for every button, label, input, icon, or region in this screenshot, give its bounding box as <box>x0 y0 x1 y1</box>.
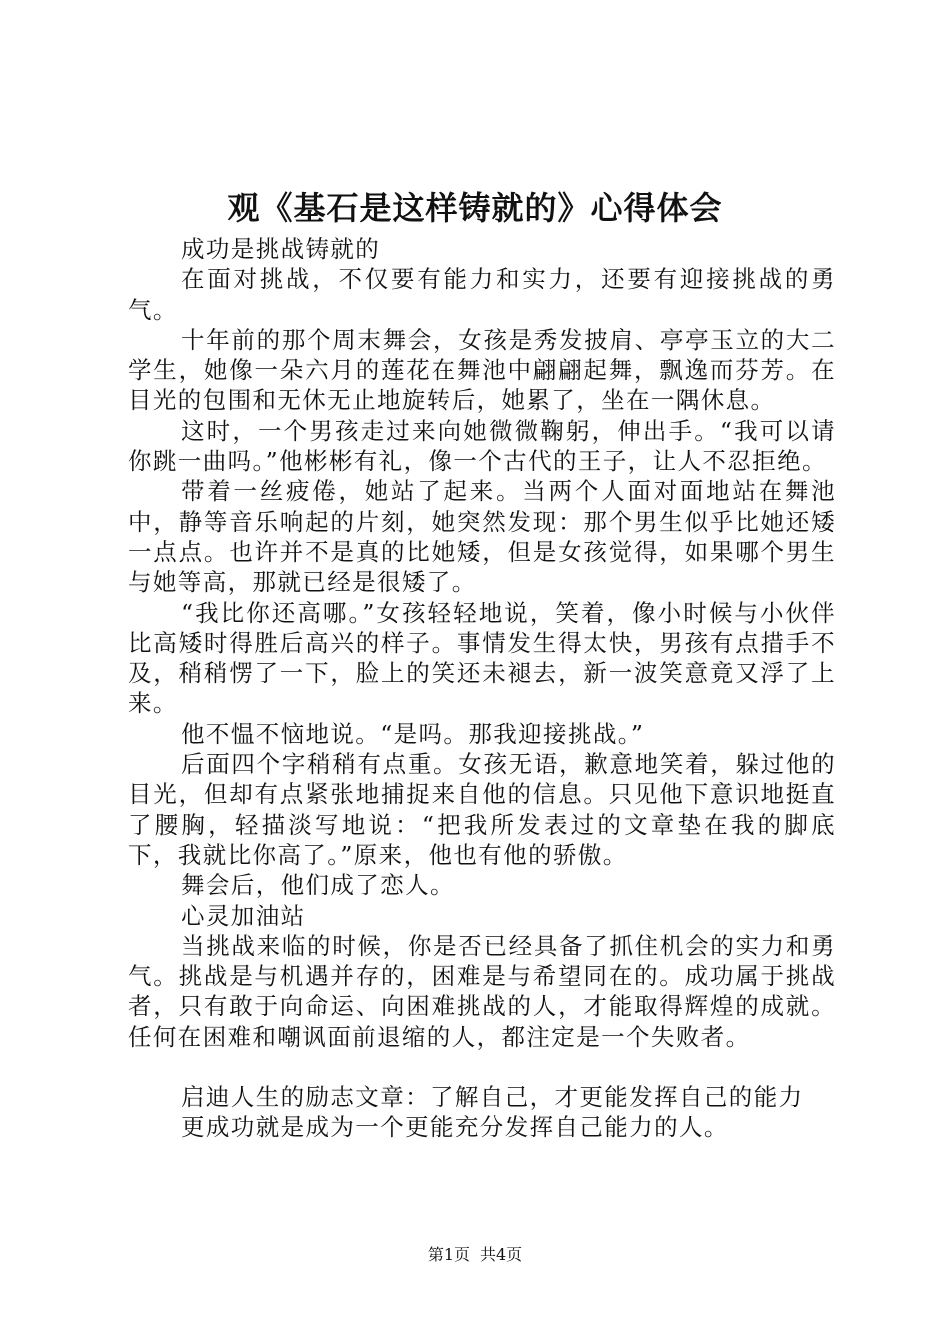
page-footer <box>0 1244 950 1266</box>
paragraph: 当挑战来临的时候，你是否已经具备了抓住机会的实力和勇气。挑战是与机遇并存的，困难是与希望同在的。成功属于挑战者，只有敢于向命运、向困难挑战的人，才能取得辉煌的成就。任何在困难和嘲讽面前退缩的人，都注定是一个失败者。 <box>128 931 836 1051</box>
paragraph: 带着一丝疲倦，她站了起来。当两个人面对面地站在舞池中，静等音乐响起的片刻，她突然发现：那个男生似乎比她还矮一点点。也许并不是真的比她矮，但是女孩觉得，如果哪个男生与她等高，那就已经是很矮了。 <box>128 477 836 597</box>
page-count: 共4页 <box>480 1245 523 1264</box>
paragraph: 十年前的那个周末舞会，女孩是秀发披肩、亭亭玉立的大二学生，她像一朵六月的莲花在舞池中翩翩起舞，飘逸而芬芳。在目光的包围和无休无止地旋转后，她累了，坐在一隅休息。 <box>128 325 836 415</box>
document-title: 观《基石是这样铸就的》心得体会 <box>227 189 723 227</box>
section-heading: 心灵加油站 <box>181 901 306 930</box>
paragraph: 舞会后，他们成了恋人。 <box>181 871 455 900</box>
paragraph: “我比你还高哪。”女孩轻轻地说，笑着，像小时候与小伙伴比高矮时得胜后高兴的样子。事情发生得太快，男孩有点措手不及，稍稍愣了一下，脸上的笑还未褪去，新一波笑意竟又浮了上来。 <box>128 598 836 718</box>
paragraph: 启迪人生的励志文章：了解自己，才更能发挥自己的能力 <box>181 1083 804 1112</box>
paragraph: 后面四个字稍稍有点重。女孩无语，歉意地笑着，躲过他的目光，但却有点紧张地捕捉来自他的信息。只见他下意识地挺直了腰胸，轻描淡写地说：“把我所发表过的文章垫在我的脚底下，我就比你高了。”原来，他也有他的骄傲。 <box>128 750 836 869</box>
paragraph: 成功是挑战铸就的 <box>181 235 381 263</box>
paragraph: 他不愠不恼地说。“是吗。那我迎接挑战。” <box>181 719 645 748</box>
paragraph: 更成功就是成为一个更能充分发挥自己能力的人。 <box>181 1113 729 1142</box>
paragraph: 在面对挑战，不仅要有能力和实力，还要有迎接挑战的勇气。 <box>128 265 836 324</box>
page-number: 第1页 <box>427 1245 470 1264</box>
document-body <box>128 234 836 1143</box>
paragraph: 这时，一个男孩走过来向她微微鞠躬，伸出手。“我可以请你跳一曲吗。”他彬彬有礼，像一个古代的王子，让人不忍拒绝。 <box>128 416 836 476</box>
